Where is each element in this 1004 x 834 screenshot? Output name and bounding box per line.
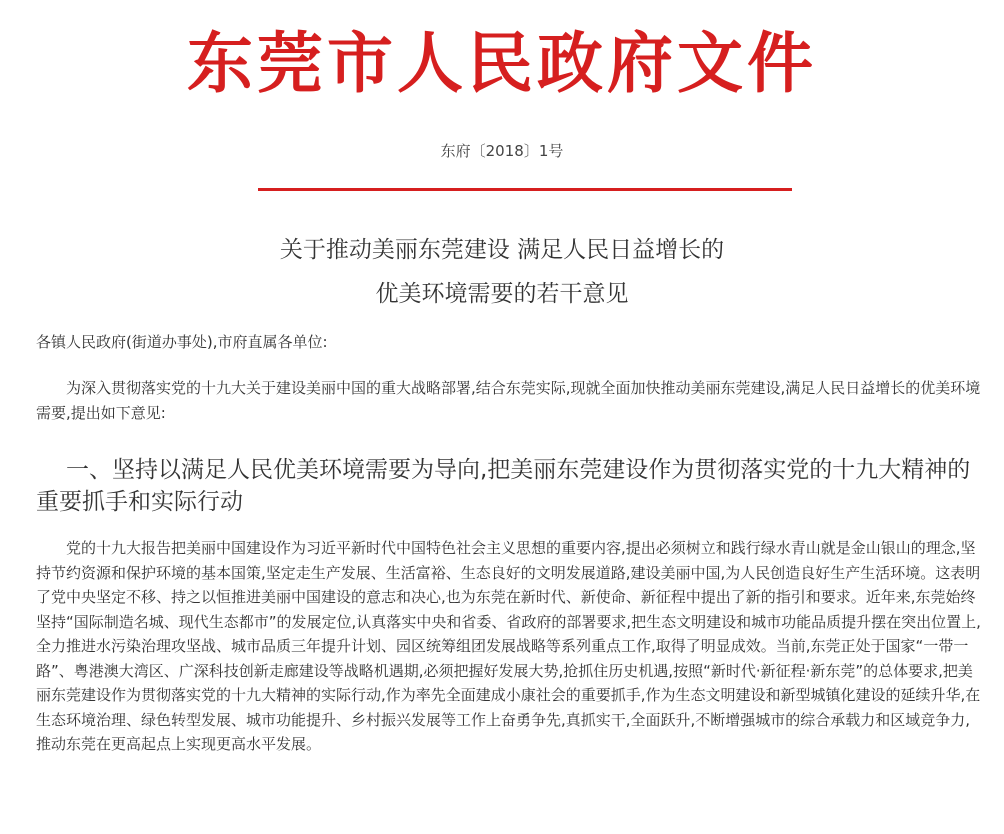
section-1-body: 党的十九大报告把美丽中国建设作为习近平新时代中国特色社会主义思想的重要内容,提出必须树立和践行绿水青山就是金山银山的理念,坚持节约资源和保护环境的基本国策,坚定走生产发展、生活富裕、生态良好的文明发展道路,建设美丽中国,为人民创造良好生产生活环境。这表明了党中央坚定不移、持之以恒推进美丽中国建设的意志和决心,也为东莞在新时代、新使命、新征程中提出了新的指引和要求。近年来,东莞始终坚持“国际制造名城、现代生态都市”的发展定位,认真落实中央和省委、省政府的部署要求,把生态文明建设和城市功能品质提升摆在突出位置上,全力推进水污染治理攻坚战、城市品质三年提升计划、园区统筹组团发展战略等系列重点工作,取得了明显成效。当前,东莞正处于国家“一带一路”、粤港澳大湾区、广深科技创新走廊建设等战略机遇期,必须把握好发展大势,抢抓住历史机遇,按照“新时代·新征程·新东莞”的总体要求,把美丽东莞建设作为贯彻落实党的十九大精神的实际行动,作为率先全面建成小康社会的重要抓手,作为生态文明建设和新型城镇化建设的延续升华,在生态环境治理、绿色转型发展、城市功能提升、乡村振兴发展等工作上奋勇争先,真抓实干,全面跃升,不断增强城市的综合承载力和区域竞争力,推动东莞在更高起点上实现更高水平发展。 (36, 539, 981, 753)
document-number: 东府〔2018〕1号 (440, 142, 564, 160)
document-title (0, 228, 1004, 316)
section-1-heading: 一、坚持以满足人民优美环境需要为导向,把美丽东莞建设作为贯彻落实党的十九大精神的重要抓手和实际行动 (36, 457, 971, 515)
intro-paragraph: 为深入贯彻落实党的十九大关于建设美丽中国的重大战略部署,结合东莞实际,现就全面加快推动美丽东莞建设,满足人民日益增长的优美环境需要,提出如下意见: (36, 379, 981, 422)
masthead-title: 东莞市人民政府文件 (187, 24, 817, 102)
title-line-2: 优美环境需要的若干意见 (375, 281, 629, 307)
red-divider (258, 188, 792, 191)
salutation: 各镇人民政府(街道办事处),市府直属各单位: (36, 333, 328, 351)
title-line-1: 关于推动美丽东莞建设 满足人民日益增长的 (279, 237, 725, 263)
